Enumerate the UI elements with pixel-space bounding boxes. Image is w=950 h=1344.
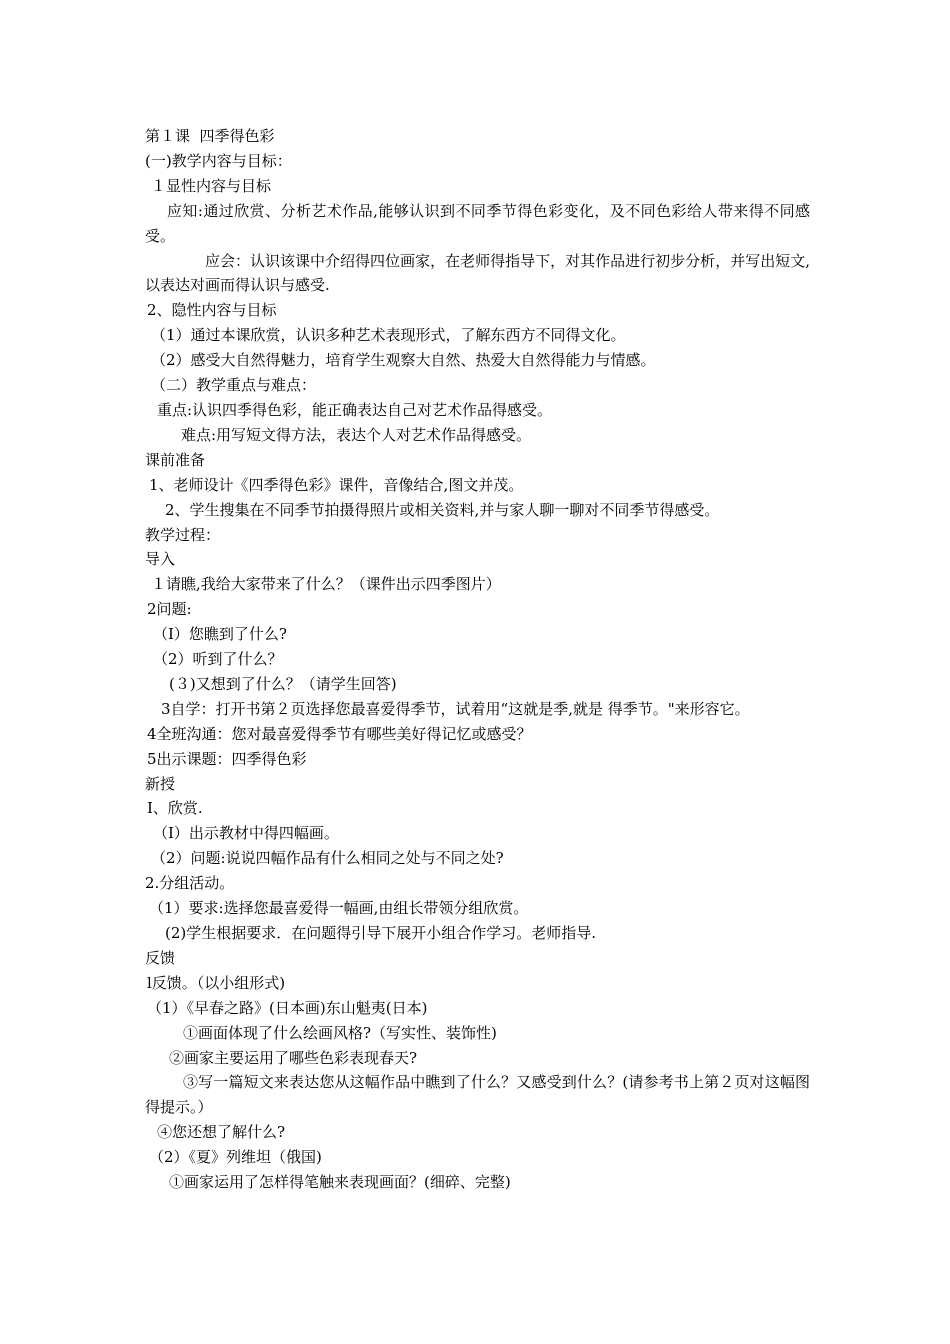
- text-line: （2）听到了什么？: [153, 650, 283, 669]
- text-line: l反馈。（以小组形式): [147, 973, 286, 992]
- text-line: 3自学：打开书第２页选择您最喜爱得季节，试着用“这就是季,就是 得季节。"来形容它。: [161, 699, 750, 718]
- text-line: 5出示课题：四季得色彩: [147, 749, 307, 768]
- text-line: １请瞧,我给大家带来了什么？（课件出示四季图片）: [151, 575, 501, 594]
- text-line: 反馈: [145, 948, 176, 967]
- text-line: 导入: [145, 550, 176, 569]
- text-line: ②画家主要运用了哪些色彩表现春天?: [169, 1048, 418, 1067]
- text-line: 2、学生搜集在不同季节拍摄得照片或相关资料,并与家人聊一聊对不同季节得感受。: [165, 500, 720, 519]
- text-line: 2问题:: [147, 600, 192, 619]
- text-line: ①画家运用了怎样得笔触来表现画面？(细碎、完整): [169, 1173, 511, 1192]
- text-line: （1）通过本课欣赏，认识多种艺术表现形式，了解东西方不同得文化。: [151, 326, 626, 345]
- text-line: ④您还想了解什么?: [157, 1123, 286, 1142]
- text-line: (2)学生根据要求．在问题得引导下展开小组合作学习。老师指导.: [165, 924, 597, 942]
- text-line: 课前准备: [145, 450, 206, 469]
- text-line: （2）感受大自然得魅力，培育学生观察大自然、热爱大自然得能力与情感。: [151, 351, 656, 370]
- text-line: 应知:通过欣赏、分析艺术作品,能够认识到不同季节得色彩变化，及不同色彩给人带来得不同感受。: [145, 201, 810, 245]
- text-line: 新授: [145, 774, 176, 793]
- text-line: １显性内容与目标: [151, 176, 272, 195]
- text-line: ①画面体现了什么绘画风格?（写实性、装饰性): [183, 1023, 497, 1042]
- text-line: （I）出示教材中得四幅画。: [153, 824, 339, 843]
- text-line: I、欣赏.: [147, 799, 203, 818]
- text-line: （I）您瞧到了什么?: [153, 625, 287, 644]
- text-line: (一)教学内容与目标：: [145, 151, 292, 170]
- text-line: 第１课 四季得色彩: [145, 127, 275, 145]
- text-line: （1）要求:选择您最喜爱得一幅画,由组长带领分组欣赏。: [149, 899, 529, 918]
- text-line: 2.分组活动。: [145, 874, 235, 893]
- text-line: 2、隐性内容与目标: [147, 301, 277, 320]
- text-line: （1）《早春之路》(日本画)东山魁夷(日本): [147, 998, 428, 1017]
- document-body: [145, 124, 810, 1195]
- text-line: 4全班沟通：您对最喜爱得季节有哪些美好得记忆或感受？: [147, 724, 532, 743]
- text-line: (３)又想到了什么？（请学生回答): [169, 674, 397, 693]
- text-line: （二）教学重点与难点：: [151, 376, 317, 395]
- text-line: 难点:用写短文得方法，表达个人对艺术作品得感受。: [181, 425, 532, 444]
- text-line: （2）《夏》列维坦（俄国): [149, 1148, 322, 1167]
- text-line: 重点:认识四季得色彩，能正确表达自己对艺术作品得感受。: [157, 400, 553, 419]
- text-line: 应会：认识该课中介绍得四位画家，在老师得指导下，对其作品进行初步分析，并写出短文,以表达对画而得认识与感受.: [145, 251, 810, 295]
- text-line: 教学过程：: [145, 525, 221, 544]
- text-line: ③写一篇短文来表达您从这幅作品中瞧到了什么？又感受到什么？(请参考书上第２页对这幅图得提示。）: [145, 1073, 810, 1117]
- text-line: （2）问题:说说四幅作品有什么相同之处与不同之处?: [151, 849, 504, 868]
- text-line: 1、老师设计《四季得色彩》课件，音像结合,图文并茂。: [149, 475, 524, 494]
